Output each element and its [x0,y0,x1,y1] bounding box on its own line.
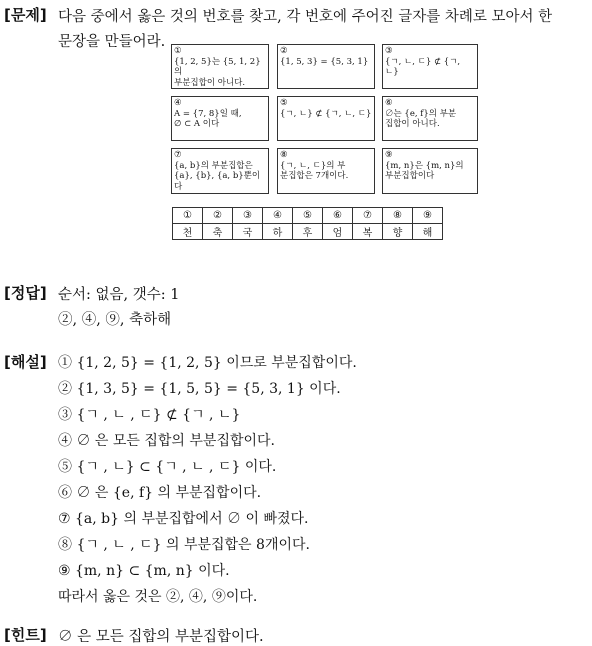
explanation-line: 따라서 옳은 것은 ②, ④, ⑨이다. [58,589,258,605]
table-num: ⑤ [293,208,323,224]
table-num: ③ [233,208,263,224]
explanation-label: [해설] [4,353,47,371]
letter-table-char-row [173,224,443,240]
choice-cell: ⑦ {a, b}의 부분집합은 {a}, {b}, {a, b}뿐이다 [171,148,269,194]
choice-cell: ③ {ㄱ, ㄴ, ㄷ} ⊄ {ㄱ, ㄴ} [382,44,478,89]
table-num: ⑦ [353,208,383,224]
table-char: 하 [263,224,293,240]
table-num: ⑥ [323,208,353,224]
problem-label: [문제] [4,6,47,24]
letter-table [172,207,443,240]
table-char: 국 [233,224,263,240]
choice-cell: ⑧ {ㄱ, ㄴ, ㄷ}의 부 분집합은 7개이다. [277,148,375,194]
choice-cell: ⑥ ∅는 {e, f}의 부분 집합이 아니다. [382,96,478,141]
table-char: 복 [353,224,383,240]
table-num: ④ [263,208,293,224]
problem-text-line2: 문장을 만들어라. [58,34,166,50]
explanation-line: ⑤ {ㄱ , ㄴ} ⊂ {ㄱ , ㄴ , ㄷ} 이다. [58,459,277,475]
explanation-line: ④ ∅ 은 모든 집합의 부분집합이다. [58,433,275,449]
choice-cell: ⑤ {ㄱ, ㄴ} ⊄ {ㄱ, ㄴ, ㄷ} [277,96,375,141]
choice-cell: ① {1, 2, 5}는 {5, 1, 2}의 부분집합이 아니다. [171,44,269,89]
explanation-line: ⑨ {m, n} ⊂ {m, n} 이다. [58,563,230,579]
answer-label: [정답] [4,284,47,302]
explanation-line: ⑧ {ㄱ , ㄴ , ㄷ} 의 부분집합은 8개이다. [58,537,310,553]
table-char: 천 [173,224,203,240]
choice-cell: ⑨ {m, n}은 {m, n}의 부분집합이다 [382,148,478,194]
table-num: ② [203,208,233,224]
table-char: 향 [383,224,413,240]
explanation-line: ② {1, 3, 5} = {1, 5, 5} = {5, 3, 1} 이다. [58,381,341,397]
letter-table-number-row [173,208,443,224]
table-char: 후 [293,224,323,240]
table-char: 해 [413,224,443,240]
answer-line2: ②, ④, ⑨, 축하해 [58,312,172,328]
table-num: ⑧ [383,208,413,224]
choice-grid [171,44,477,194]
table-num: ⑨ [413,208,443,224]
answer-line1: 순서: 없음, 갯수: 1 [58,287,180,303]
explanation-line: ③ {ㄱ , ㄴ , ㄷ} ⊄ {ㄱ , ㄴ} [58,407,241,423]
explanation-line: ① {1, 2, 5} = {1, 2, 5} 이므로 부분집합이다. [58,355,357,371]
choice-cell: ④ A = {7, 8}일 때, ∅ ⊂ A 이다 [171,96,269,141]
hint-label: [힌트] [4,626,47,644]
table-char: 축 [203,224,233,240]
problem-text-line1: 다음 중에서 옳은 것의 번호를 찾고, 각 번호에 주어진 글자를 차례로 모아서 한 [58,9,553,25]
hint-text: ∅ 은 모든 집합의 부분집합이다. [58,629,264,645]
explanation-line: ⑥ ∅ 은 {e, f} 의 부분집합이다. [58,485,262,501]
explanation-line: ⑦ {a, b} 의 부분집합에서 ∅ 이 빠졌다. [58,511,309,527]
table-num: ① [173,208,203,224]
choice-cell: ② {1, 5, 3} = {5, 3, 1} [277,44,375,89]
table-char: 엄 [323,224,353,240]
